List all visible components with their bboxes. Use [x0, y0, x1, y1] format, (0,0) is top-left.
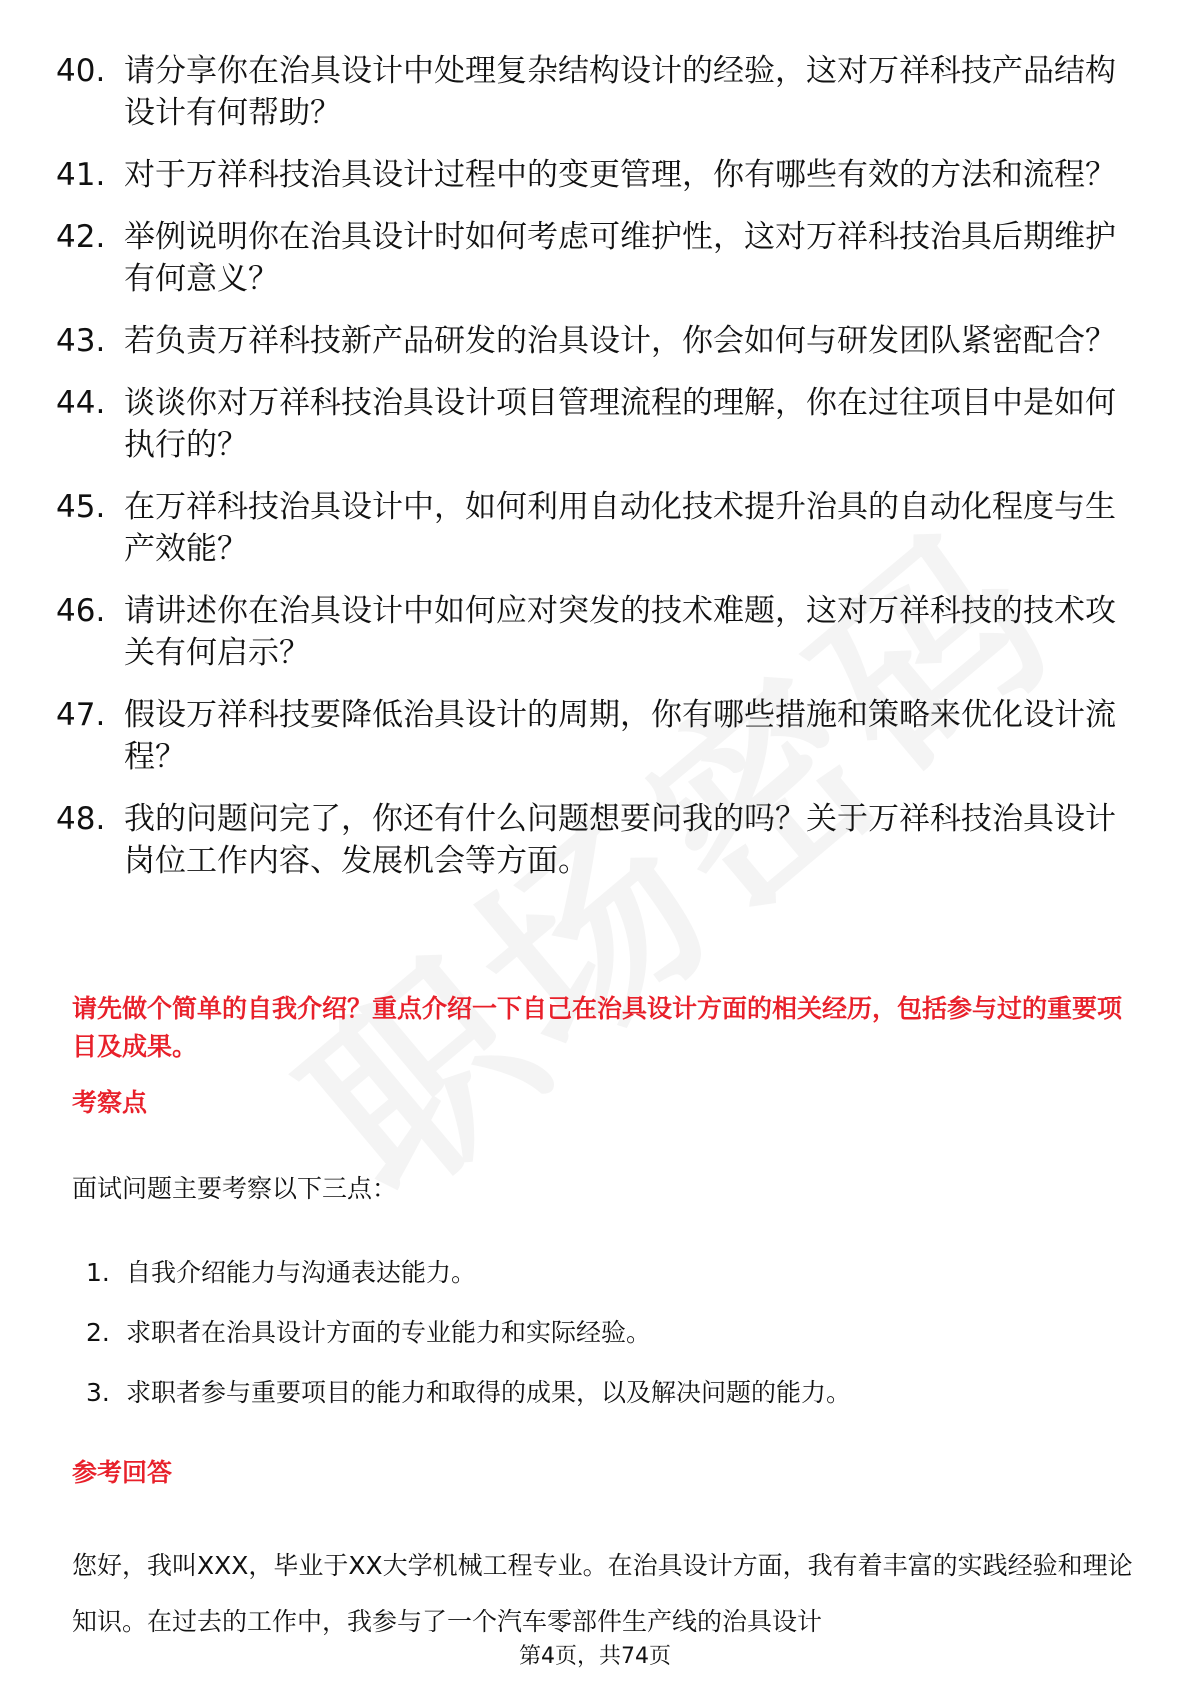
question-number: 42.: [56, 219, 106, 255]
point-number: 3.: [86, 1378, 110, 1407]
list-item: [56, 694, 1136, 778]
list-item: [56, 320, 1136, 362]
list-item: [86, 1256, 1126, 1290]
examination-intro: 面试问题主要考察以下三点：: [72, 1174, 398, 1203]
question-text: 请分享你在治具设计中处理复杂结构设计的经验，这对万祥科技产品结构设计有何帮助？: [124, 53, 1116, 131]
page-number: 第4页，共74页: [519, 1644, 671, 1669]
question-number: 41.: [56, 157, 106, 193]
list-item: [56, 486, 1136, 570]
point-text: 自我介绍能力与沟通表达能力。: [126, 1258, 477, 1287]
question-list: [56, 50, 1136, 902]
list-item: [86, 1316, 1126, 1350]
answer-text: 您好，我叫XXX，毕业于XX大学机械工程专业。在治具设计方面，我有着丰富的实践经验和理论知识。在过去的工作中，我参与了一个汽车零部件生产线的治具设计: [72, 1551, 1133, 1636]
question-text: 举例说明你在治具设计时如何考虑可维护性，这对万祥科技治具后期维护有何意义？: [124, 219, 1116, 297]
list-item: [56, 590, 1136, 674]
answer-heading: 参考回答: [72, 1458, 173, 1487]
question-text: 假设万祥科技要降低治具设计的周期，你有哪些措施和策略来优化设计流程？: [124, 697, 1116, 775]
point-number: 2.: [86, 1318, 110, 1347]
question-text: 若负责万祥科技新产品研发的治具设计，你会如何与研发团队紧密配合？: [124, 323, 1116, 359]
question-number: 47.: [56, 697, 106, 733]
question-text: 请讲述你在治具设计中如何应对突发的技术难题，这对万祥科技的技术攻关有何启示？: [124, 593, 1116, 671]
featured-question: 请先做个简单的自我介绍？重点介绍一下自己在治具设计方面的相关经历，包括参与过的重要项目及成果。: [72, 994, 1123, 1061]
question-number: 46.: [56, 593, 106, 629]
examination-points: [86, 1256, 1126, 1436]
question-number: 43.: [56, 323, 106, 359]
question-text: 谈谈你对万祥科技治具设计项目管理流程的理解，你在过往项目中是如何执行的？: [124, 385, 1116, 463]
point-text: 求职者参与重要项目的能力和取得的成果，以及解决问题的能力。: [126, 1378, 852, 1407]
list-item: [56, 798, 1136, 882]
point-text: 求职者在治具设计方面的专业能力和实际经验。: [126, 1318, 652, 1347]
examination-heading: 考察点: [72, 1088, 148, 1117]
question-text: 我的问题问完了，你还有什么问题想要问我的吗？关于万祥科技治具设计岗位工作内容、发展机会等方面。: [124, 801, 1116, 879]
question-number: 44.: [56, 385, 106, 421]
question-text: 在万祥科技治具设计中，如何利用自动化技术提升治具的自动化程度与生产效能？: [124, 489, 1116, 567]
list-item: [86, 1376, 1126, 1410]
point-number: 1.: [86, 1258, 110, 1287]
question-number: 40.: [56, 53, 106, 89]
list-item: [56, 216, 1136, 300]
list-item: [56, 154, 1136, 196]
question-number: 48.: [56, 801, 106, 837]
list-item: [56, 50, 1136, 134]
question-number: 45.: [56, 489, 106, 525]
list-item: [56, 382, 1136, 466]
question-text: 对于万祥科技治具设计过程中的变更管理，你有哪些有效的方法和流程？: [124, 157, 1116, 193]
